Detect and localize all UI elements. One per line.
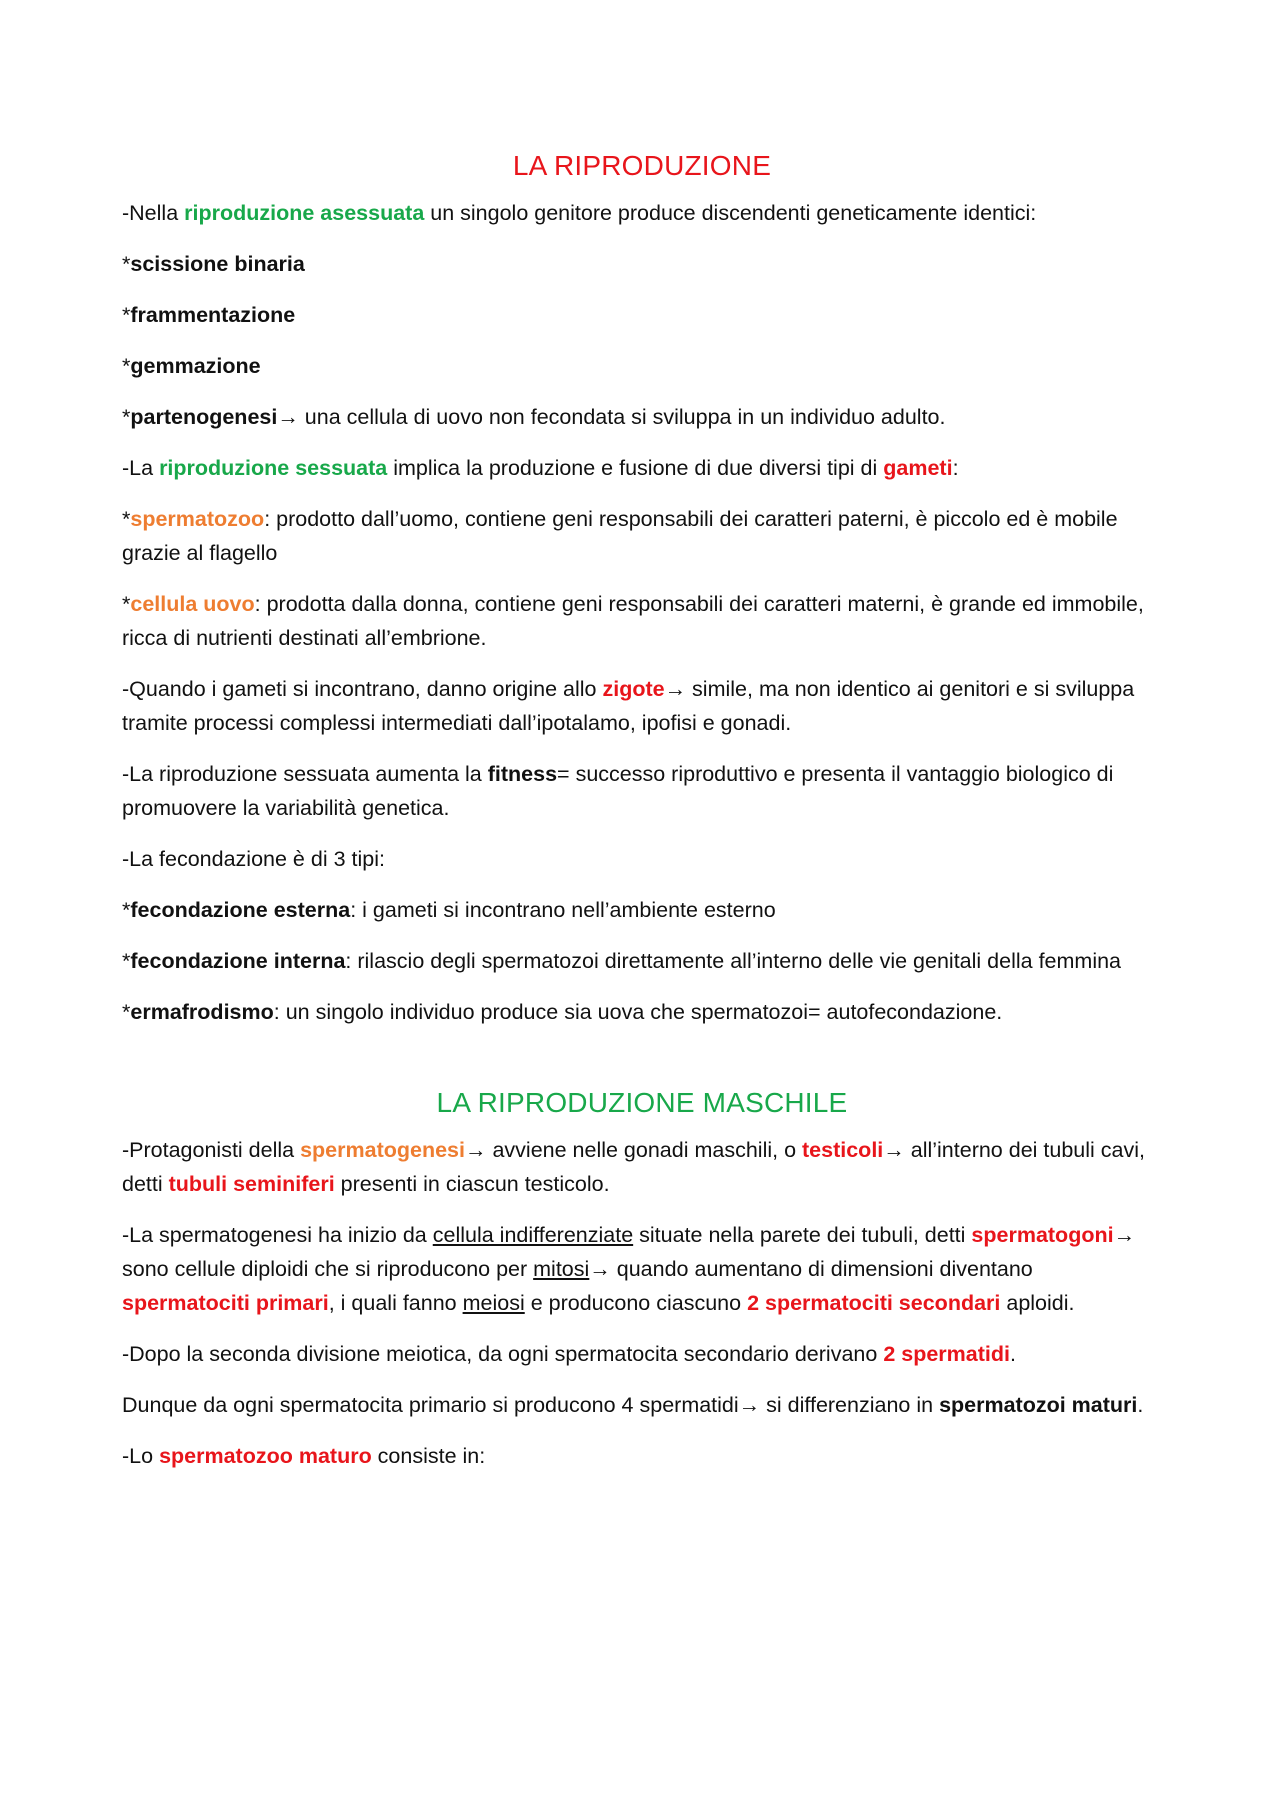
arrow-icon: → [589,1257,611,1281]
paragraph-spermatozoi-maturi: Dunque da ogni spermatocita primario si producono 4 spermatidi→ si differenziano in spermatozoi maturi. [122,1393,1144,1417]
document-body [122,150,1162,1490]
paragraph-zigote: -Quando i gameti si incontrano, danno origine allo zigote→ simile, ma non identico ai genitori e si sviluppa tramite processi complessi intermediati dall’ipotalamo, ipofisi e gonadi. [122,677,1135,735]
list-item: *frammentazione [122,303,296,327]
list-item-cellula-uovo: *cellula uovo: prodotta dalla donna, contiene geni responsabili dei caratteri materni, è grande ed immobile, ricca di nutrienti destinati all’embrione. [122,592,1144,650]
list-item-ermafrodismo: *ermafrodismo: un singolo individuo produce sia uova che spermatozoi= autofecondazione. [122,1000,1003,1024]
arrow-icon: → [464,1138,487,1162]
list-item: *gemmazione [122,354,261,378]
list-item: *scissione binaria [122,252,305,276]
list-item-fecondazione-esterna: *fecondazione esterna: i gameti si incontrano nell’ambiente esterno [122,898,776,922]
list-item-partenogenesi: *partenogenesi→ una cellula di uovo non fecondata si sviluppa in un individuo adulto. [122,405,946,429]
arrow-icon: → [738,1393,761,1417]
section-title-riproduzione: LA RIPRODUZIONE [512,150,772,181]
paragraph-fitness: -La riproduzione sessuata aumenta la fitness= successo riproduttivo e presenta il vantaggio biologico di promuovere la variabilità genetica. [122,762,1114,820]
arrow-icon: → [277,405,299,429]
section-title-riproduzione-maschile: LA RIPRODUZIONE MASCHILE [436,1087,848,1118]
paragraph-asessuata: -Nella riproduzione asessuata un singolo genitore produce discendenti geneticamente identici: [122,201,1037,225]
list-item-fecondazione-interna: *fecondazione interna: rilascio degli spermatozoi direttamente all’interno delle vie genitali della femmina [122,949,1122,973]
arrow-icon: → [664,677,687,701]
paragraph-sessuata: -La riproduzione sessuata implica la produzione e fusione di due diversi tipi di gameti: [122,456,959,480]
paragraph-spermatogoni: -La spermatogenesi ha inizio da cellula indifferenziate situate nella parete dei tubuli, detti spermatogoni→ sono cellule diploidi che si riproducono per mitosi→ quando aumentano di dimensioni diventano spermatociti primari, i quali fanno meiosi e producono ciascuno 2 spermatociti secondari aploidi. [122,1223,1136,1315]
paragraph-spermatozoo-maturo: -Lo spermatozoo maturo consiste in: [122,1444,486,1468]
arrow-icon: → [883,1138,905,1162]
paragraph-spermatidi: -Dopo la seconda divisione meiotica, da ogni spermatocita secondario derivano 2 spermatidi. [122,1342,1016,1366]
paragraph-spermatogenesi: -Protagonisti della spermatogenesi→ avviene nelle gonadi maschili, o testicoli→ all’interno dei tubuli cavi, detti tubuli seminiferi presenti in ciascun testicolo. [122,1138,1145,1196]
paragraph-fecondazione: -La fecondazione è di 3 tipi: [122,847,385,871]
arrow-icon: → [1113,1223,1136,1247]
list-item-spermatozoo: *spermatozoo: prodotto dall’uomo, contiene geni responsabili dei caratteri paterni, è piccolo ed è mobile grazie al flagello [122,507,1118,565]
